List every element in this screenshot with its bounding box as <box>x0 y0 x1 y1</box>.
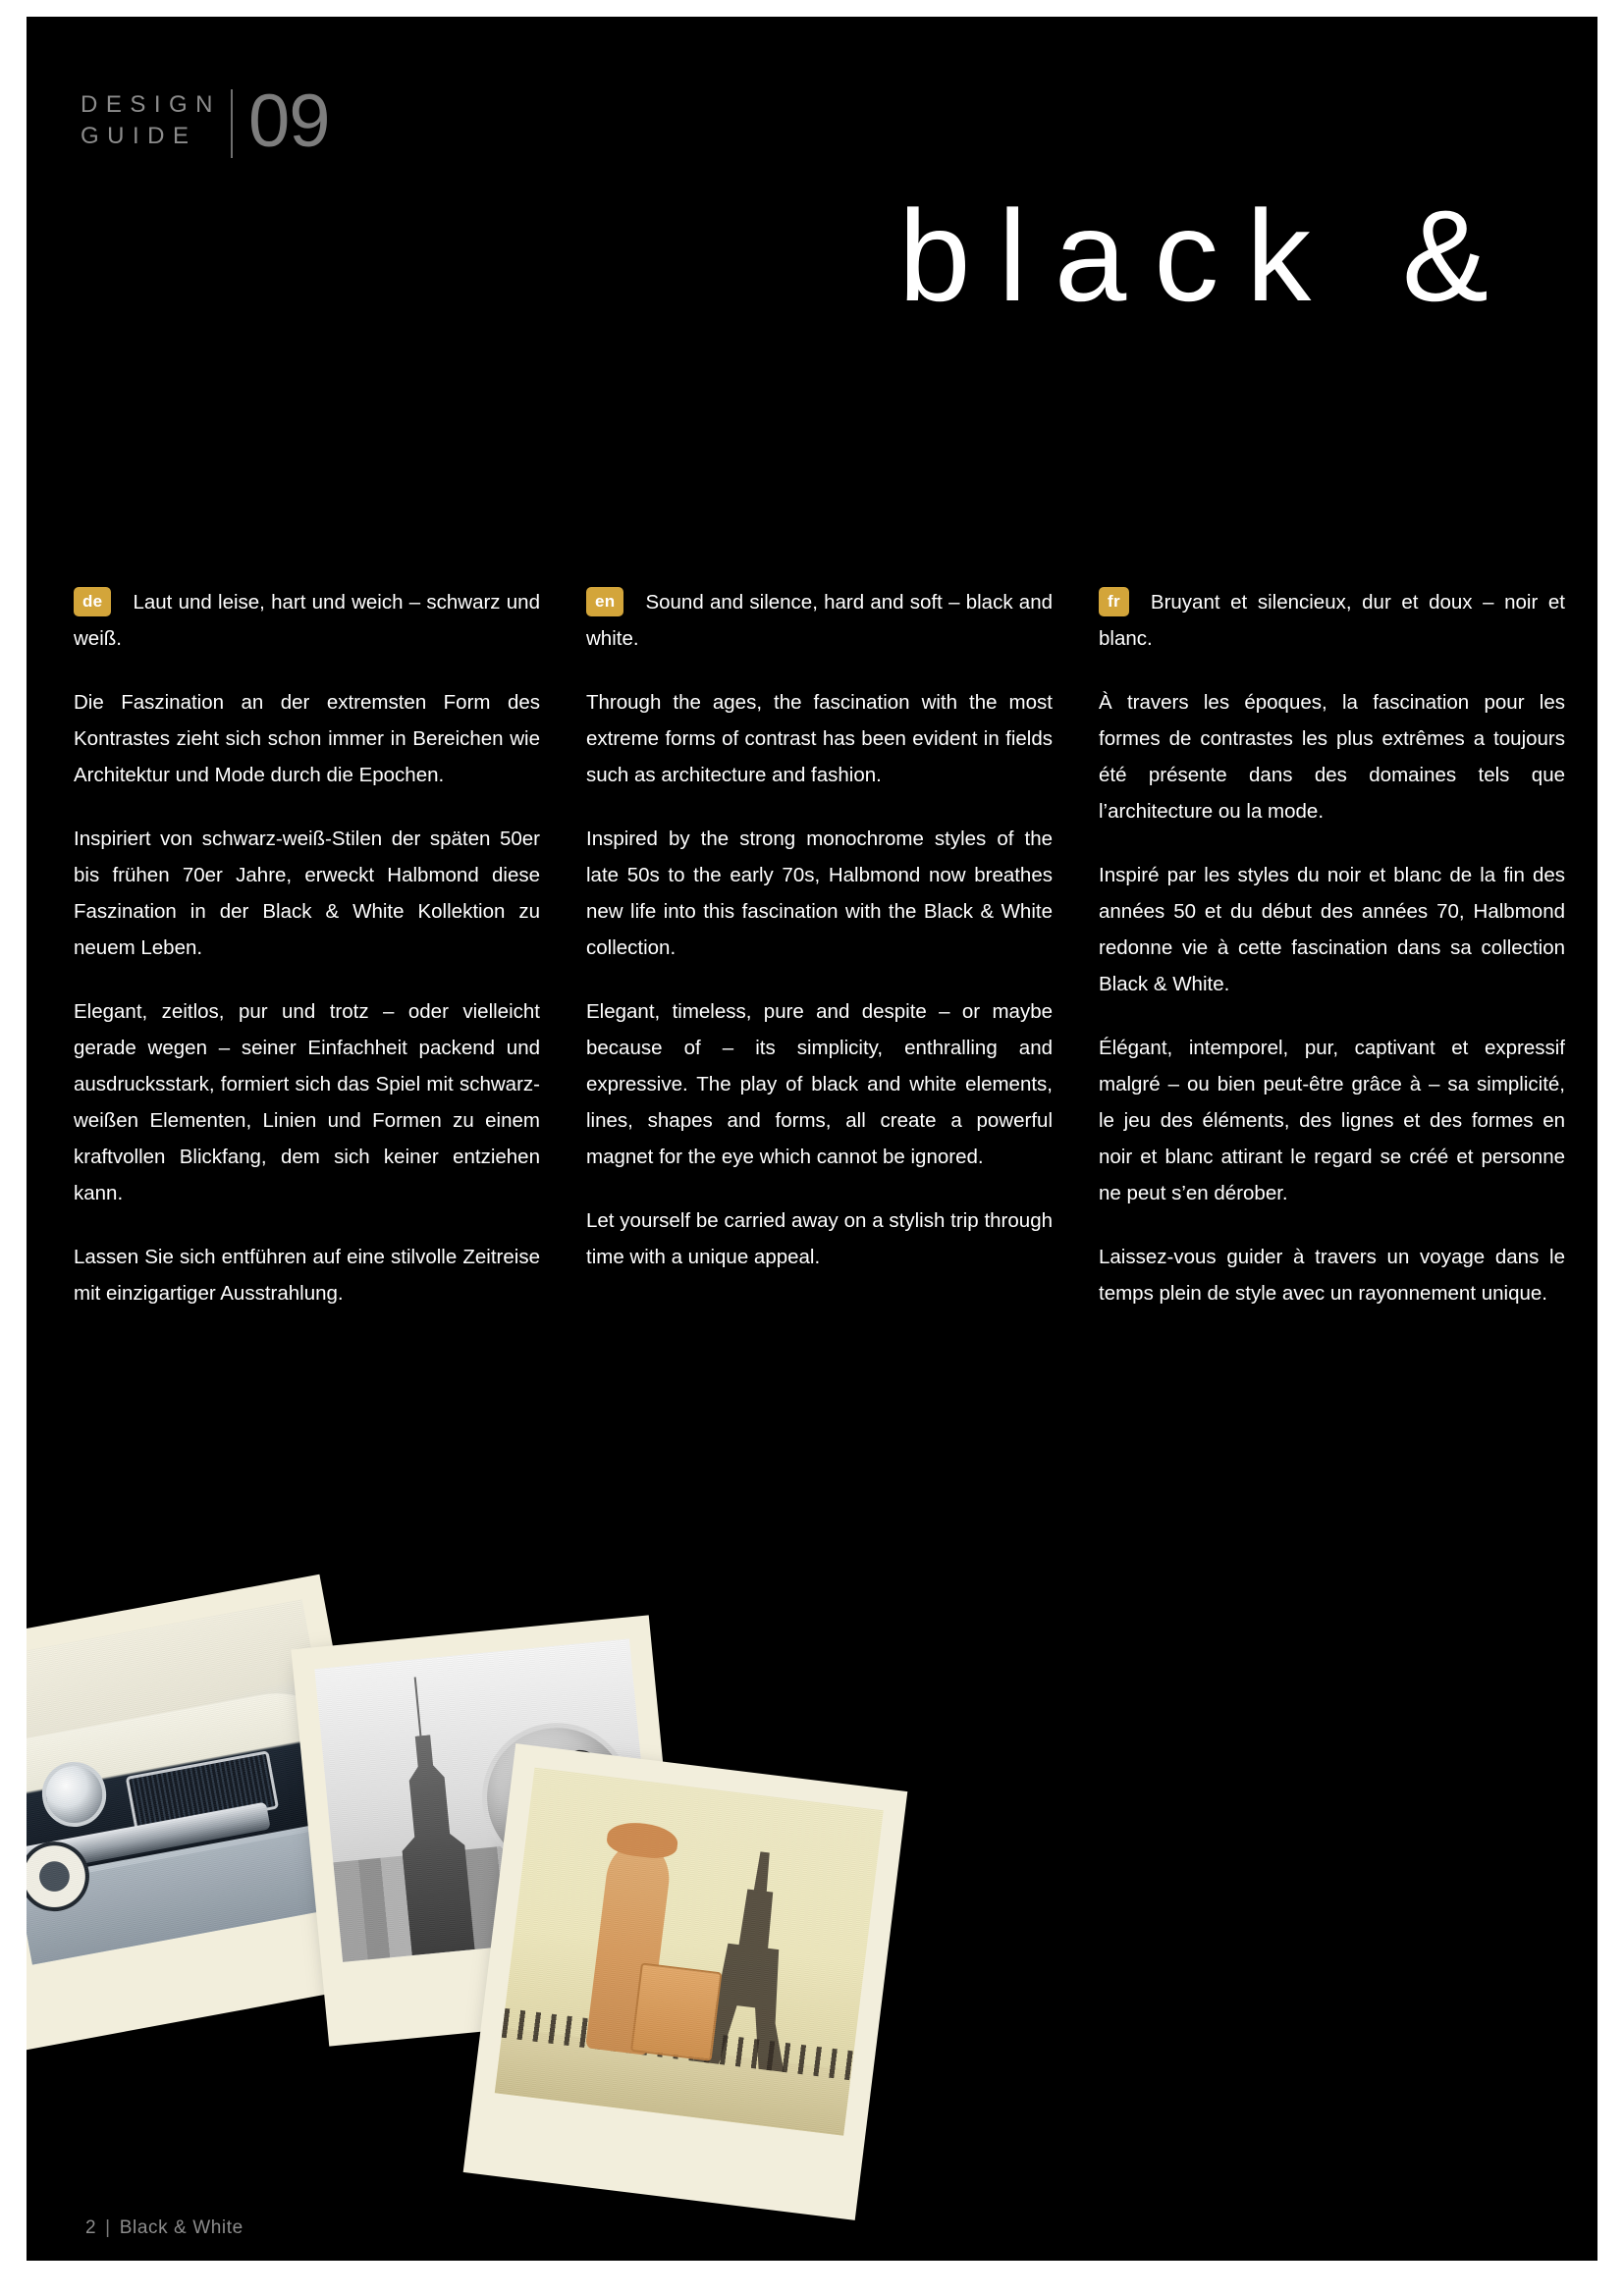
paragraph-intro <box>74 584 540 657</box>
paris-eiffel-image <box>495 1768 884 2136</box>
paragraph-intro <box>586 584 1053 657</box>
paragraph-intro <box>1099 584 1565 657</box>
footer-page-number: 2 <box>85 2217 97 2238</box>
design-guide-line-2: GUIDE <box>81 123 197 149</box>
paragraph-text: Bruyant et silencieux, dur et doux – noir et blanc. <box>1099 591 1565 650</box>
footer-title: Black & White <box>119 2217 244 2238</box>
design-guide-line-1: DESIGN <box>81 91 222 118</box>
design-guide-lockup <box>81 80 330 163</box>
paragraph: Elegant, timeless, pure and despite – or maybe because of – its simplicity, enthralling and expressive. The play of black and white elements, lines, shapes and forms, all create a powerful magnet for the eye which cannot be ignored. <box>586 1000 1053 1168</box>
photo-collage <box>27 1548 1401 2261</box>
paris-eiffel-photo <box>463 1743 908 2220</box>
black-content-panel <box>27 17 1597 2261</box>
design-guide-number: 09 <box>248 80 330 163</box>
paragraph: Élégant, intemporel, pur, captivant et expressif malgré – ou bien peut-être grâce à – sa simplicité, le jeu des éléments, des lignes et des formes en noir et blanc attirant le regard se créé et personne ne peut s’en dérober. <box>1099 1037 1565 1204</box>
paragraph: Laissez-vous guider à travers un voyage dans le temps plein de style avec un rayonnement unique. <box>1099 1246 1565 1305</box>
footer-separator: | <box>105 2217 111 2238</box>
page-title: black & <box>898 184 1516 328</box>
column-fr <box>1099 584 1565 1311</box>
language-badge-en: en <box>586 587 623 616</box>
paragraph: Inspiriert von schwarz-weiß-Stilen der späten 50er bis frühen 70er Jahre, erweckt Halbmond diese Faszination in der Black & White Kollektion zu neuem Leben. <box>74 828 540 959</box>
column-de <box>74 584 540 1311</box>
paragraph: Through the ages, the fascination with the most extreme forms of contrast has been evident in fields such as architecture and fashion. <box>586 691 1053 786</box>
language-columns <box>74 584 1566 1311</box>
suitcase-shape <box>630 1962 722 2060</box>
paragraph: À travers les époques, la fascination pour les formes de contrastes les plus extrêmes a toujours été présente dans des domaines tels que l’architecture ou la mode. <box>1099 691 1565 823</box>
paragraph: Let yourself be carried away on a stylish trip through time with a unique appeal. <box>586 1209 1053 1268</box>
paragraph-text: Laut und leise, hart und weich – schwarz und weiß. <box>74 591 540 650</box>
paragraph-text: Sound and silence, hard and soft – black and white. <box>586 591 1053 650</box>
paragraph: Lassen Sie sich entführen auf eine stilvolle Zeitreise mit einzigartiger Ausstrahlung. <box>74 1246 540 1305</box>
paragraph: Inspiré par les styles du noir et blanc de la fin des années 50 et du début des années 70, Halbmond redonne vie à cette fascination dans sa collection Black & White. <box>1099 864 1565 995</box>
guide-divider-rule <box>231 89 233 158</box>
paragraph: Die Faszination an der extremsten Form des Kontrastes zieht sich schon immer in Bereichen wie Architektur und Mode durch die Epochen. <box>74 691 540 786</box>
paragraph: Inspired by the strong monochrome styles of the late 50s to the early 70s, Halbmond now breathes new life into this fascination with the Black & White collection. <box>586 828 1053 959</box>
paragraph: Elegant, zeitlos, pur und trotz – oder vielleicht gerade wegen – seiner Einfachheit packend und ausdrucksstark, formiert sich das Spiel mit schwarz-weißen Elementen, Linien und Formen zu einem kraftvollen Blickfang, dem sich keiner entziehen kann. <box>74 1000 540 1204</box>
page-footer <box>85 2217 244 2239</box>
design-guide-words <box>81 87 221 152</box>
language-badge-de: de <box>74 587 111 616</box>
language-badge-fr: fr <box>1099 587 1129 616</box>
tower-spire-shape <box>414 1677 422 1741</box>
column-en <box>586 584 1053 1311</box>
